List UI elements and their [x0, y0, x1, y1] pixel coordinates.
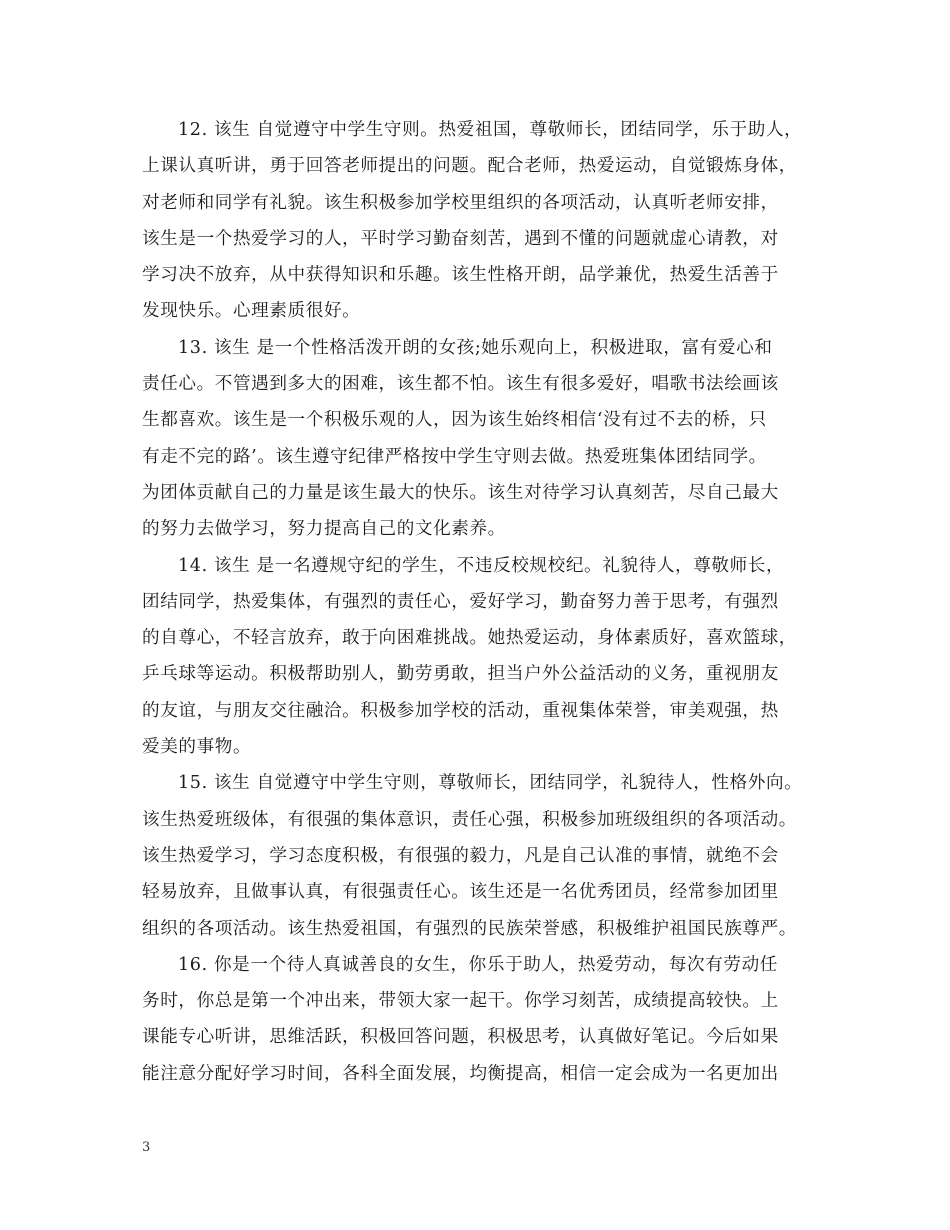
paragraph-line: 的努力去做学习，努力提高自己的文化素养。 — [142, 519, 506, 540]
paragraph-line: 14. 该生 是一名遵规守纪的学生，不违反校规校纪。礼貌待人，尊敬师长， — [178, 555, 785, 576]
paragraph-13 — [142, 330, 818, 548]
paragraph-line: 对老师和同学有礼貌。该生积极参加学校里组织的各项活动，认真听老师安排， — [142, 192, 779, 213]
paragraph-line: 爱美的事物。 — [142, 737, 252, 758]
paragraph-line: 发现快乐。心理素质很好。 — [142, 301, 361, 322]
paragraph-line: 组织的各项活动。该生热爱祖国，有强烈的民族荣誉感，积极维护祖国民族尊严。 — [142, 918, 797, 939]
paragraph-line: 15. 该生 自觉遵守中学生守则，尊敬师长，团结同学，礼貌待人，性格外向。 — [178, 773, 803, 794]
paragraph-line: 务时，你总是第一个冲出来，带领大家一起干。你学习刻苦，成绩提高较快。上 — [142, 991, 779, 1012]
paragraph-line: 该生热爱学习，学习态度积极，有很强的毅力，凡是自己认准的事情，就绝不会 — [142, 845, 779, 866]
paragraph-line: 乒乓球等运动。积极帮助别人，勤劳勇敢，担当户外公益活动的义务，重视朋友 — [142, 664, 779, 685]
paragraph-14 — [142, 548, 818, 766]
paragraph-line: 生都喜欢。该生是一个积极乐观的人，因为该生始终相信‘没有过不去的桥，只 — [142, 410, 767, 431]
paragraph-line: 上课认真听讲，勇于回答老师提出的问题。配合老师，热爱运动，自觉锻炼身体， — [142, 156, 797, 177]
paragraph-12 — [142, 112, 818, 330]
paragraph-15 — [142, 765, 818, 946]
page-number: 3 — [142, 1140, 151, 1155]
paragraph-line: 该生是一个热爱学习的人，平时学习勤奋刻苦，遇到不懂的问题就虚心请教，对 — [142, 228, 779, 249]
paragraph-16 — [142, 947, 818, 1092]
paragraph-line: 的自尊心，不轻言放弃，敢于向困难挑战。她热爱运动，身体素质好，喜欢篮球， — [142, 628, 797, 649]
paragraph-line: 有走不完的路’。该生遵守纪律严格按中学生守则去做。热爱班集体团结同学。 — [142, 446, 767, 467]
paragraph-line: 12. 该生 自觉遵守中学生守则。热爱祖国，尊敬师长，团结同学，乐于助人， — [178, 120, 803, 140]
document-body — [142, 112, 818, 1092]
paragraph-line: 13. 该生 是一个性格活泼开朗的女孩;她乐观向上，积极进取，富有爱心和 — [178, 337, 773, 358]
paragraph-line: 的友谊，与朋友交往融洽。积极参加学校的活动，重视集体荣誉，审美观强，热 — [142, 700, 779, 721]
paragraph-line: 学习决不放弃，从中获得知识和乐趣。该生性格开朗，品学兼优，热爱生活善于 — [142, 265, 779, 286]
paragraph-line: 团结同学，热爱集体，有强烈的责任心，爱好学习，勤奋努力善于思考，有强烈 — [142, 591, 779, 612]
paragraph-line: 课能专心听讲，思维活跃，积极回答问题，积极思考，认真做好笔记。今后如果 — [142, 1027, 779, 1048]
paragraph-line: 能注意分配好学习时间，各科全面发展，均衡提高，相信一定会成为一名更加出 — [142, 1063, 779, 1084]
paragraph-line: 责任心。不管遇到多大的困难，该生都不怕。该生有很多爱好，唱歌书法绘画该 — [142, 374, 779, 395]
paragraph-line: 轻易放弃，且做事认真，有很强责任心。该生还是一名优秀团员，经常参加团里 — [142, 882, 779, 903]
paragraph-line: 该生热爱班级体，有很强的集体意识，责任心强，积极参加班级组织的各项活动。 — [142, 809, 797, 830]
paragraph-line: 16. 你是一个待人真诚善良的女生，你乐于助人，热爱劳动，每次有劳动任 — [178, 954, 778, 975]
paragraph-line: 为团体贡献自己的力量是该生最大的快乐。该生对待学习认真刻苦，尽自己最大 — [142, 482, 779, 503]
